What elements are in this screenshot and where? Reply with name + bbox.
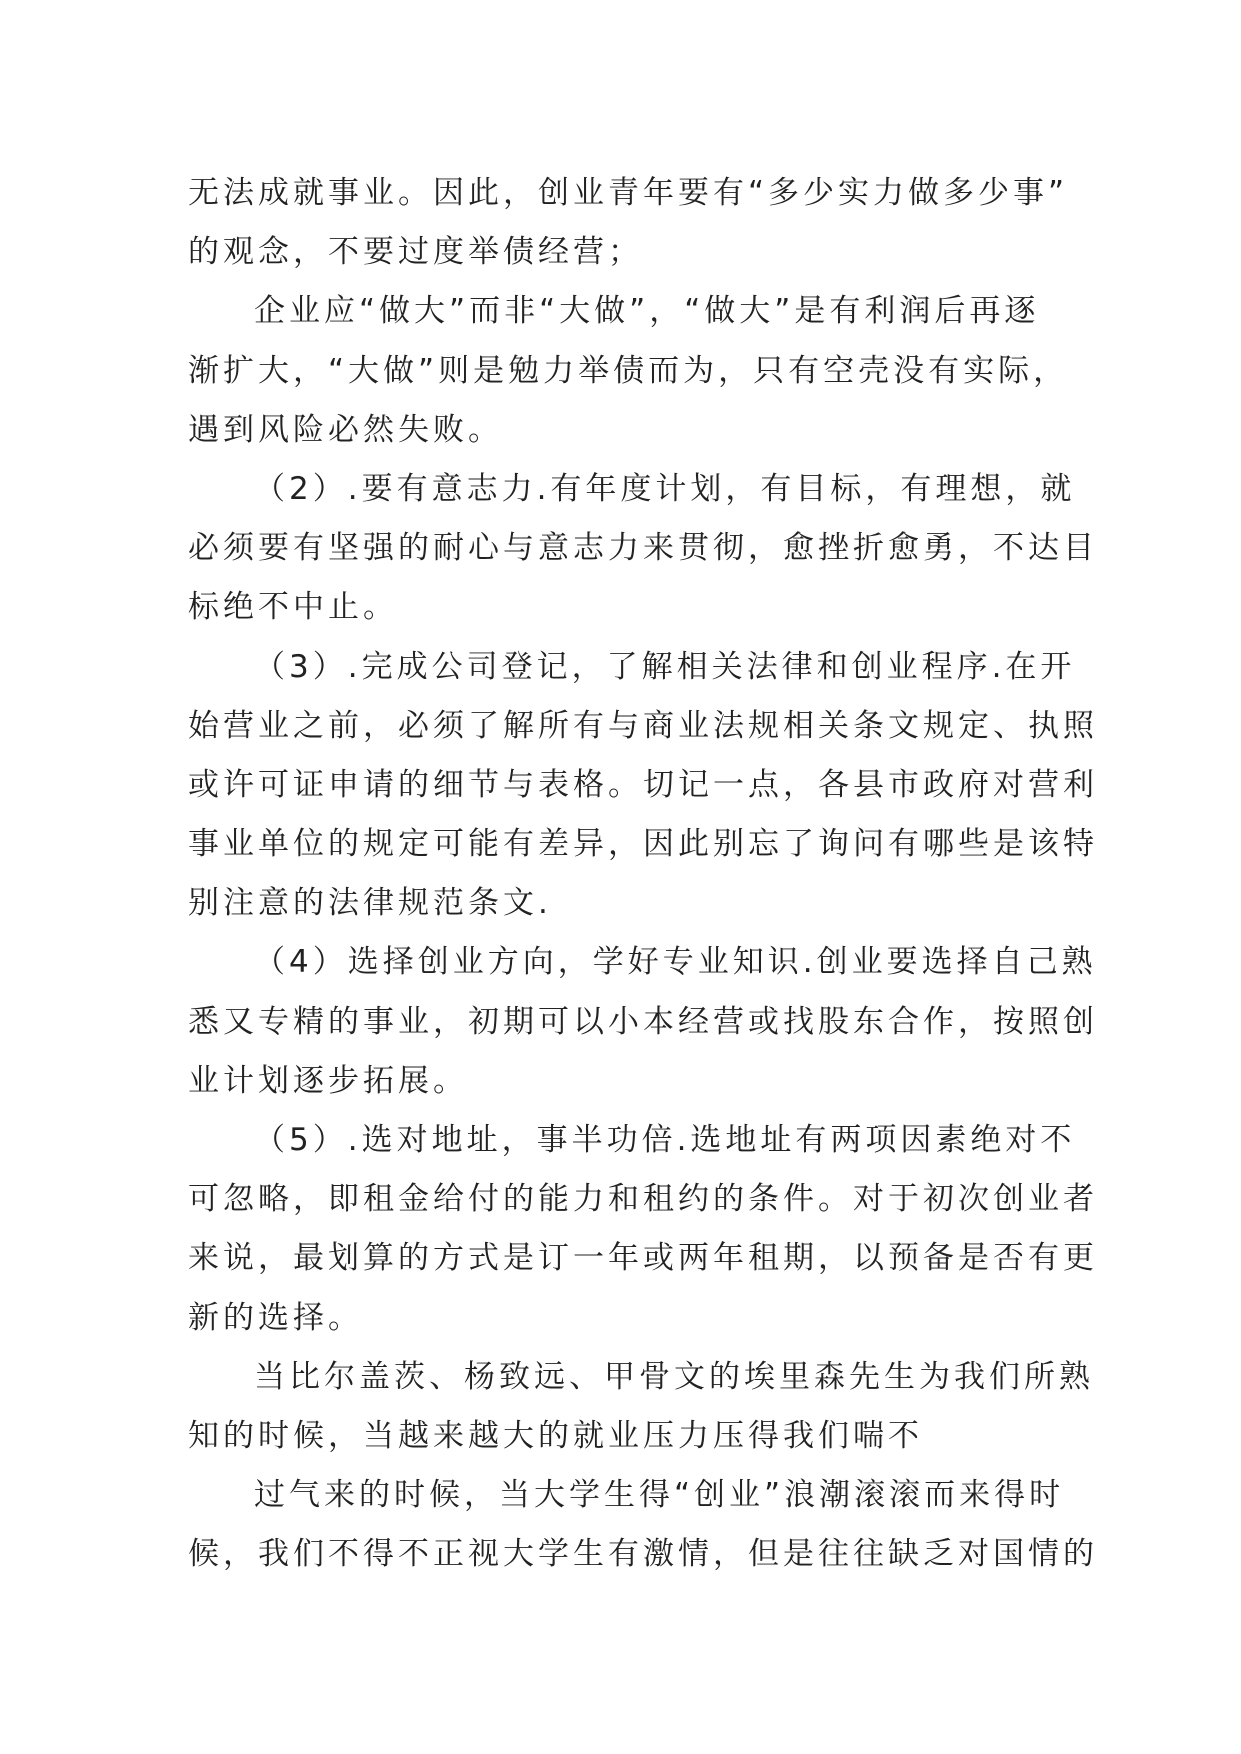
text-line: 新的选择。 [188, 1299, 363, 1336]
text-line: 知的时候，当越来越大的就业压力压得我们喘不 [188, 1417, 923, 1454]
text-line: 必须要有坚强的耐心与意志力来贯彻，愈挫折愈勇，不达目 [188, 530, 1098, 567]
text-line: 标绝不中止。 [188, 589, 398, 626]
text-line: 始营业之前，必须了解所有与商业法规相关条文规定、执照 [188, 707, 1098, 744]
text-line: 当比尔盖茨、杨致远、甲骨文的埃里森先生为我们所熟 [254, 1358, 1094, 1395]
text-line: 别注意的法律规范条文. [188, 885, 552, 922]
text-line: （2）.要有意志力.有年度计划，有目标，有理想，就 [254, 470, 1076, 507]
text-line: 渐扩大，“大做”则是勉力举债而为，只有空壳没有实际， [188, 352, 1069, 389]
text-line: （3）.完成公司登记，了解相关法律和创业程序.在开 [254, 648, 1076, 685]
text-line: 事业单位的规定可能有差异，因此别忘了询问有哪些是该特 [188, 826, 1098, 863]
text-line: 过气来的时候，当大学生得“创业”浪潮滚滚而来得时 [254, 1477, 1065, 1514]
document-body [188, 164, 1098, 1585]
text-line: 企业应“做大”而非“大做”，“做大”是有利润后再逐 [254, 293, 1040, 330]
text-line: （5）.选对地址，事半功倍.选地址有两项因素绝对不 [254, 1122, 1076, 1158]
text-line: 候，我们不得不正视大学生有激情，但是往往缺乏对国情的 [188, 1536, 1098, 1573]
text-line: 的观念，不要过度举债经营； [188, 234, 643, 271]
text-line: 业计划逐步拓展。 [188, 1062, 468, 1099]
text-line: 无法成就事业。因此，创业青年要有“多少实力做多少事” [188, 175, 1069, 211]
text-line: 可忽略，即租金给付的能力和租约的条件。对于初次创业者 [188, 1181, 1098, 1218]
text-line: （4）选择创业方向，学好专业知识.创业要选择自己熟 [254, 944, 1097, 981]
text-line: 遇到风险必然失败。 [188, 411, 503, 448]
text-line: 悉又专精的事业，初期可以小本经营或找股东合作，按照创 [188, 1003, 1098, 1040]
text-line: 或许可证申请的细节与表格。切记一点，各县市政府对营利 [188, 766, 1098, 803]
text-line: 来说，最划算的方式是订一年或两年租期，以预备是否有更 [188, 1240, 1098, 1277]
